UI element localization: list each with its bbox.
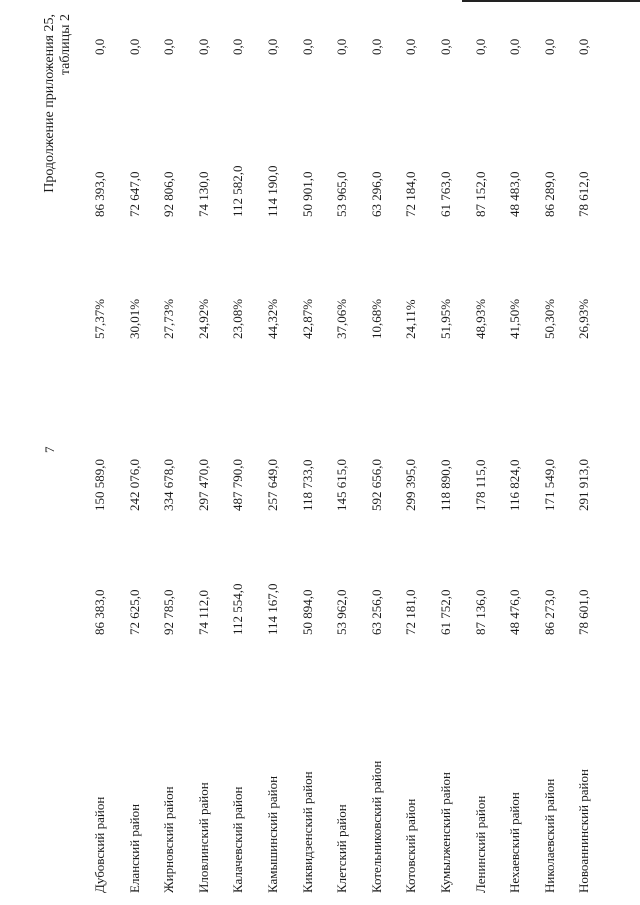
value-col-4: 0,0 bbox=[299, 38, 315, 55]
percent-value: 10,68% bbox=[368, 298, 384, 339]
value-col-1: 92 785,0 bbox=[161, 589, 177, 635]
value-col-4: 0,0 bbox=[438, 38, 453, 55]
value-col-2: 118 890,0 bbox=[438, 459, 453, 511]
value-col-4: 0,0 bbox=[230, 38, 246, 55]
value-col-4: 0,0 bbox=[92, 38, 107, 55]
value-col-2: 145 615,0 bbox=[334, 459, 350, 511]
value-col-1: 86 383,0 bbox=[92, 589, 107, 635]
district-name: Клетский район bbox=[334, 804, 350, 893]
table-row bbox=[473, 0, 493, 905]
district-name: Новоаннинский район bbox=[576, 769, 592, 893]
continuation-line-2: таблицы 2 bbox=[58, 14, 73, 76]
value-col-4: 0,0 bbox=[472, 38, 488, 55]
value-col-3: 48 483,0 bbox=[507, 171, 523, 217]
value-col-2: 257 649,0 bbox=[265, 459, 280, 511]
percent-value: 44,32% bbox=[265, 298, 280, 339]
table-row bbox=[161, 0, 181, 905]
percent-value: 51,95% bbox=[438, 298, 453, 339]
district-name: Еланский район bbox=[126, 803, 142, 893]
value-col-3: 61 763,0 bbox=[438, 171, 453, 217]
value-col-3: 50 901,0 bbox=[299, 171, 315, 217]
district-name: Нехаевский район bbox=[507, 792, 523, 893]
table-row bbox=[127, 0, 147, 905]
table-row bbox=[92, 0, 112, 905]
percent-value: 50,30% bbox=[541, 298, 557, 339]
continuation-line-1: Продолжение приложения 25, bbox=[42, 14, 57, 193]
value-col-4: 0,0 bbox=[541, 38, 557, 55]
value-col-1: 61 752,0 bbox=[438, 589, 453, 635]
value-col-4: 0,0 bbox=[126, 38, 142, 55]
value-col-1: 78 601,0 bbox=[576, 589, 592, 635]
district-name: Киквидзенский район bbox=[299, 771, 315, 893]
value-col-1: 48 476,0 bbox=[507, 589, 523, 635]
page-number: 7 bbox=[42, 446, 57, 453]
value-col-2: 487 790,0 bbox=[230, 459, 246, 511]
value-col-3: 72 647,0 bbox=[126, 171, 142, 217]
value-col-4: 0,0 bbox=[161, 38, 177, 55]
value-col-3: 92 806,0 bbox=[161, 171, 177, 217]
percent-value: 41,50% bbox=[507, 298, 523, 339]
value-col-3: 114 190,0 bbox=[265, 165, 280, 217]
district-name: Жирновский район bbox=[161, 786, 177, 893]
value-col-2: 242 076,0 bbox=[126, 459, 142, 511]
table-row bbox=[196, 0, 216, 905]
value-col-4: 0,0 bbox=[195, 38, 211, 55]
percent-value: 42,87% bbox=[299, 298, 315, 339]
value-col-2: 334 678,0 bbox=[161, 459, 177, 511]
value-col-3: 63 296,0 bbox=[368, 171, 384, 217]
table-row bbox=[542, 0, 562, 905]
percent-value: 30,01% bbox=[126, 298, 142, 339]
table-row bbox=[438, 0, 458, 905]
district-name: Камышинский район bbox=[265, 775, 280, 893]
continuation-note bbox=[42, 14, 74, 234]
value-col-3: 112 582,0 bbox=[230, 165, 246, 217]
value-col-4: 0,0 bbox=[368, 38, 384, 55]
value-col-2: 299 395,0 bbox=[403, 459, 419, 511]
value-col-1: 50 894,0 bbox=[299, 589, 315, 635]
district-name: Кумылженский район bbox=[438, 772, 453, 893]
value-col-4: 0,0 bbox=[265, 38, 280, 55]
value-col-2: 118 733,0 bbox=[299, 459, 315, 511]
value-col-3: 87 152,0 bbox=[472, 171, 488, 217]
district-name: Котельниковский район bbox=[368, 760, 384, 893]
value-col-2: 297 470,0 bbox=[195, 459, 211, 511]
table-row bbox=[369, 0, 389, 905]
table-row bbox=[576, 0, 596, 905]
district-name: Котовский район bbox=[403, 798, 419, 893]
table-row bbox=[403, 0, 423, 905]
percent-value: 23,08% bbox=[230, 298, 246, 339]
district-name: Калачевский район bbox=[230, 786, 246, 893]
value-col-3: 86 393,0 bbox=[92, 171, 107, 217]
value-col-4: 0,0 bbox=[576, 38, 592, 55]
percent-value: 27,73% bbox=[161, 298, 177, 339]
district-name: Дубовский район bbox=[92, 796, 107, 893]
value-col-4: 0,0 bbox=[507, 38, 523, 55]
value-col-3: 53 965,0 bbox=[334, 171, 350, 217]
value-col-4: 0,0 bbox=[334, 38, 350, 55]
value-col-1: 87 136,0 bbox=[472, 589, 488, 635]
value-col-1: 72 181,0 bbox=[403, 589, 419, 635]
value-col-2: 178 115,0 bbox=[472, 459, 488, 511]
value-col-3: 86 289,0 bbox=[541, 171, 557, 217]
value-col-1: 112 554,0 bbox=[230, 583, 246, 635]
value-col-1: 63 256,0 bbox=[368, 589, 384, 635]
district-name: Ленинский район bbox=[472, 795, 488, 893]
percent-value: 37,06% bbox=[334, 298, 350, 339]
value-col-1: 74 112,0 bbox=[195, 589, 211, 635]
table-row bbox=[334, 0, 354, 905]
value-col-3: 74 130,0 bbox=[195, 171, 211, 217]
value-col-2: 291 913,0 bbox=[576, 459, 592, 511]
value-col-3: 72 184,0 bbox=[403, 171, 419, 217]
value-col-2: 116 824,0 bbox=[507, 459, 523, 511]
value-col-3: 78 612,0 bbox=[576, 171, 592, 217]
percent-value: 24,92% bbox=[195, 298, 211, 339]
value-col-1: 72 625,0 bbox=[126, 589, 142, 635]
value-col-2: 171 549,0 bbox=[541, 459, 557, 511]
value-col-2: 592 656,0 bbox=[368, 459, 384, 511]
value-col-4: 0,0 bbox=[403, 38, 419, 55]
value-col-1: 86 273,0 bbox=[541, 589, 557, 635]
value-col-1: 53 962,0 bbox=[334, 589, 350, 635]
district-name: Иловлинский район bbox=[195, 782, 211, 893]
table-row bbox=[300, 0, 320, 905]
percent-value: 26,93% bbox=[576, 298, 592, 339]
table-row bbox=[265, 0, 285, 905]
percent-value: 48,93% bbox=[472, 298, 488, 339]
value-col-1: 114 167,0 bbox=[265, 583, 280, 635]
percent-value: 57,37% bbox=[92, 298, 107, 339]
table-row bbox=[507, 0, 527, 905]
district-name: Николаевский район bbox=[541, 778, 557, 893]
percent-value: 24,11% bbox=[403, 299, 419, 339]
table-row bbox=[230, 0, 250, 905]
value-col-2: 150 589,0 bbox=[92, 459, 107, 511]
